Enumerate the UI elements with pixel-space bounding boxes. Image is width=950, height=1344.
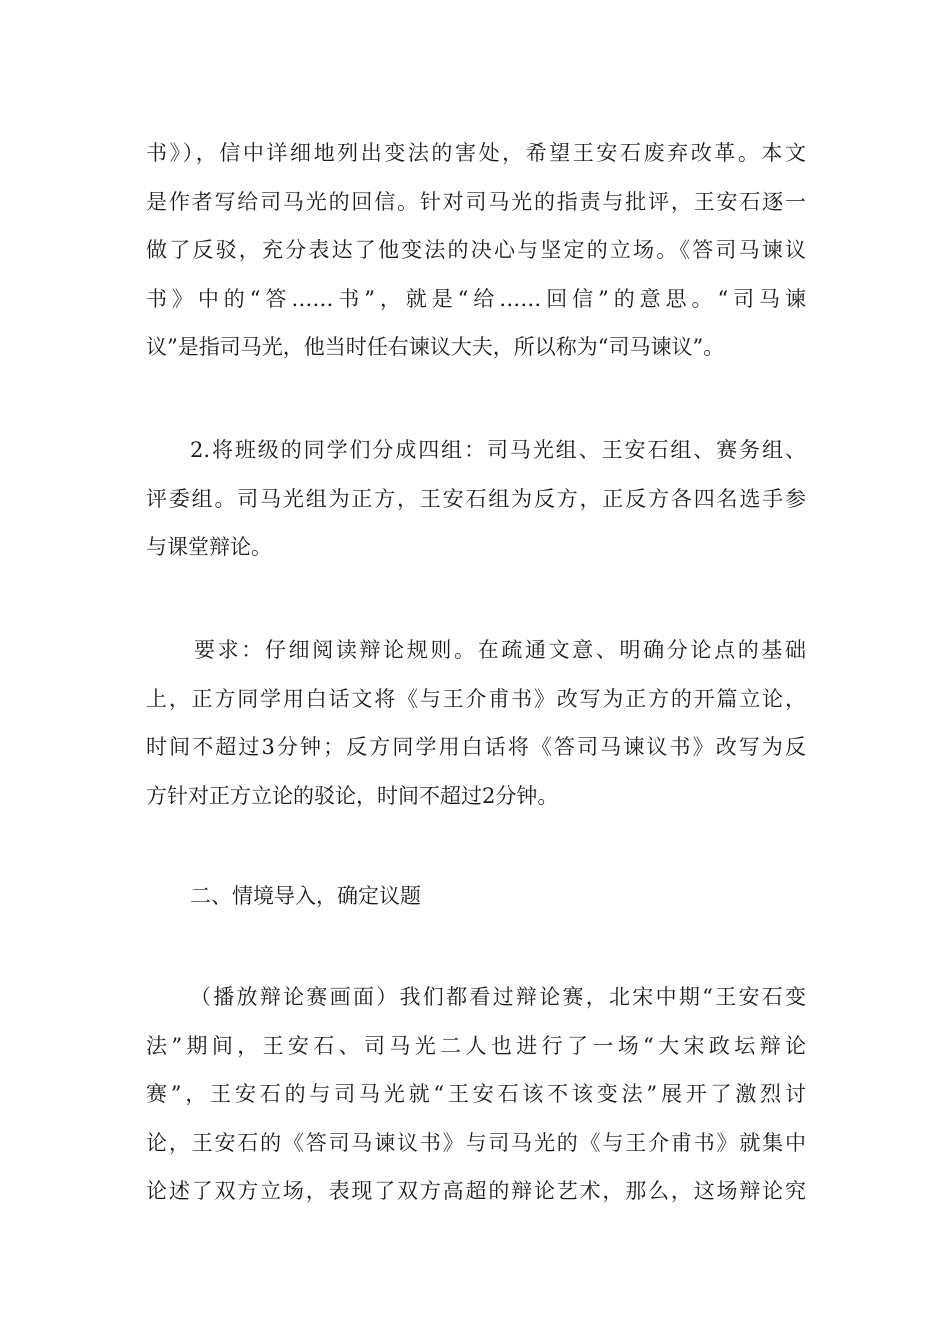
paragraph-2-line-3: 与课堂辩论。: [146, 535, 272, 559]
paragraph-3-line-3: 时间不超过3分钟；反方同学用白话将《答司马谏议书》改写为反: [146, 735, 806, 759]
section-heading: 二、情境导入，确定议题: [190, 884, 421, 908]
paragraph-5-line-4: 论，王安石的《答司马谏议书》与司马光的《与王介甫书》就集中: [146, 1131, 806, 1155]
paragraph-5-line-3: 赛”，王安石的与司马光就“王安石该不该变法”展开了激烈讨: [146, 1082, 806, 1106]
paragraph-1-line-1: 书》），信中详细地列出变法的害处，希望王安石废弃改革。本文: [146, 141, 806, 165]
paragraph-2-line-1: 2.将班级的同学们分成四组：司马光组、王安石组、赛务组、: [190, 438, 806, 462]
paragraph-5-line-1: （播放辩论赛画面）我们都看过辩论赛，北宋中期“王安石变: [190, 985, 806, 1009]
paragraph-2-line-2: 评委组。司马光组为正方，王安石组为反方，正反方各四名选手参: [146, 487, 806, 511]
paragraph-5-line-5: 论述了双方立场，表现了双方高超的辩论艺术，那么，这场辩论究: [146, 1179, 806, 1203]
paragraph-3-line-1: 要求：仔细阅读辩论规则。在疏通文意、明确分论点的基础: [194, 638, 806, 662]
paragraph-5-line-2: 法”期间，王安石、司马光二人也进行了一场“大宋政坛辩论: [146, 1034, 806, 1058]
paragraph-1-line-5: 议”是指司马光，他当时任右谏议大夫，所以称为“司马谏议”。: [146, 335, 725, 359]
paragraph-1-line-4: 书》中的“答……书”，就是“给……回信”的意思。“司马谏: [146, 287, 806, 311]
paragraph-3-line-2: 上，正方同学用白话文将《与王介甫书》改写为正方的开篇立论，: [146, 687, 806, 711]
paragraph-3-line-4: 方针对正方立论的驳论，时间不超过2分钟。: [146, 784, 559, 808]
paragraph-1-line-3: 做了反驳，充分表达了他变法的决心与坚定的立场。《答司马谏议: [146, 238, 806, 262]
paragraph-1-line-2: 是作者写给司马光的回信。针对司马光的指责与批评，王安石逐一: [146, 190, 806, 214]
